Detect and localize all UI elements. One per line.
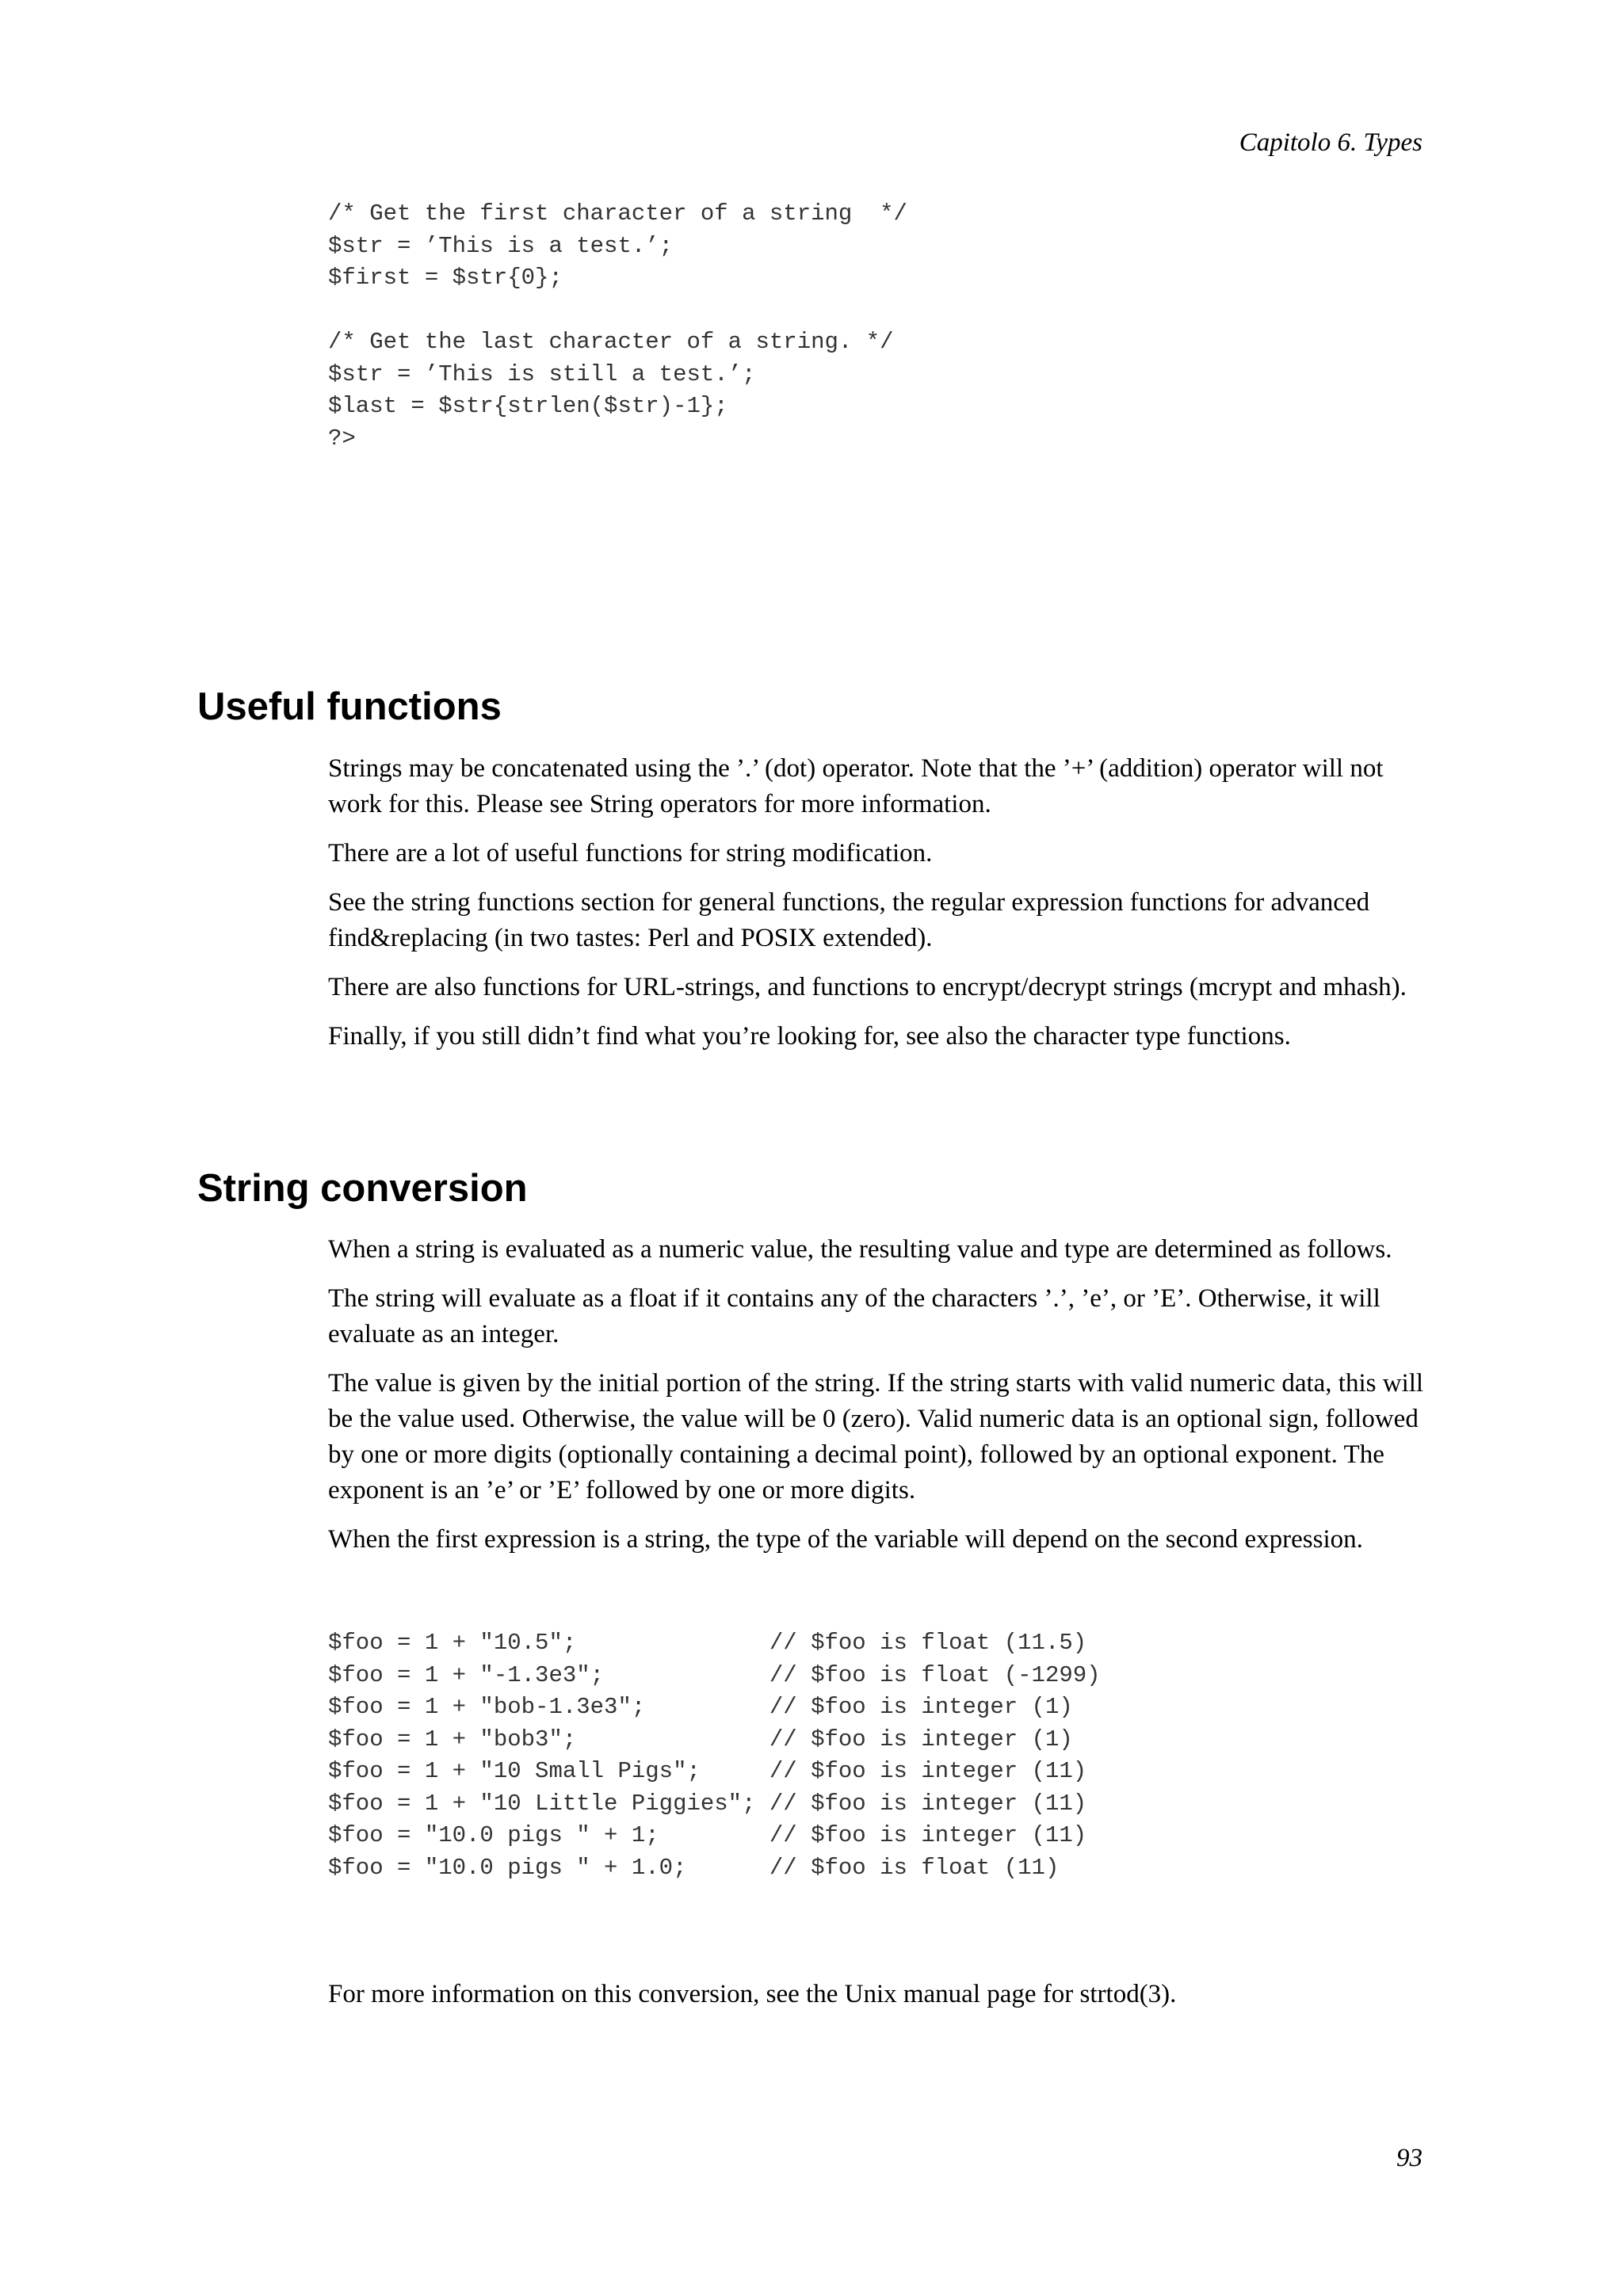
- code-line: $foo = 1 + "10 Little Piggies"; // $foo is integer (11): [328, 1790, 1087, 1817]
- code-line: $foo = 1 + "10.5"; // $foo is float (11.5): [328, 1630, 1087, 1656]
- section-body-string-conversion: [328, 1232, 1430, 1571]
- paragraph: There are a lot of useful functions for string modification.: [328, 839, 933, 868]
- code-line: $first = $str{0};: [328, 265, 563, 291]
- paragraph: Strings may be concatenated using the ’.’ (dot) operator. Note that the ’+’ (addition) operator will not work for this. Please see String operators for more information.: [328, 754, 1384, 818]
- paragraph: The string will evaluate as a float if it contains any of the characters ’.’, ’e’, or ’E’. Otherwise, it will evaluate as an integer.: [328, 1284, 1381, 1348]
- paragraph: When the first expression is a string, the type of the variable will depend on the second expression.: [328, 1525, 1363, 1554]
- paragraph: The value is given by the initial portion of the string. If the string starts with valid numeric data, this will be the value used. Otherwise, the value will be 0 (zero). Valid numeric data is an optional sign, followed by one or more digits (optionally containing a decimal point), followed by an optional exponent. The exponent is an ’e’ or ’E’ followed by one or more digits.: [328, 1369, 1424, 1505]
- code-line: $foo = 1 + "bob-1.3e3"; // $foo is integer (1): [328, 1694, 1073, 1720]
- code-line: $foo = "10.0 pigs " + 1; // $foo is integer (11): [328, 1822, 1087, 1848]
- code-line: /* Get the first character of a string */: [328, 200, 907, 227]
- code-block-string-access: [328, 198, 907, 455]
- section-body-useful-functions: [328, 751, 1430, 1068]
- code-line: $foo = 1 + "-1.3e3"; // $foo is float (-1299): [328, 1661, 1101, 1688]
- page-number: 93: [1396, 2144, 1423, 2172]
- paragraph: Finally, if you still didn’t find what you’re looking for, see also the character type functions.: [328, 1022, 1291, 1051]
- section-heading-string-conversion: String conversion: [197, 1167, 528, 1210]
- code-line: [328, 295, 907, 327]
- code-line: $foo = 1 + "bob3"; // $foo is integer (1): [328, 1726, 1073, 1753]
- running-header: Capitolo 6. Types: [1239, 128, 1423, 157]
- code-line: $str = ’This is a test.’;: [328, 232, 674, 259]
- paragraph: See the string functions section for general functions, the regular expression functions for advanced find&replacing (in two tastes: Perl and POSIX extended).: [328, 888, 1370, 952]
- paragraph: There are also functions for URL-strings, and functions to encrypt/decrypt strings (mcrypt and mhash).: [328, 973, 1407, 1001]
- code-line: $str = ’This is still a test.’;: [328, 360, 756, 387]
- section-heading-useful-functions: Useful functions: [197, 685, 502, 728]
- code-line: $foo = 1 + "10 Small Pigs"; // $foo is integer (11): [328, 1758, 1087, 1784]
- code-line: $last = $str{strlen($str)-1};: [328, 393, 728, 419]
- code-line: ?>: [328, 425, 356, 452]
- closing-paragraph: For more information on this conversion, see the Unix manual page for strtod(3).: [328, 1980, 1177, 2008]
- paragraph: When a string is evaluated as a numeric value, the resulting value and type are determined as follows.: [328, 1235, 1392, 1264]
- code-block-string-conversion: [328, 1627, 1101, 1884]
- code-line: $foo = "10.0 pigs " + 1.0; // $foo is float (11): [328, 1854, 1060, 1881]
- code-line: /* Get the last character of a string. */: [328, 329, 894, 355]
